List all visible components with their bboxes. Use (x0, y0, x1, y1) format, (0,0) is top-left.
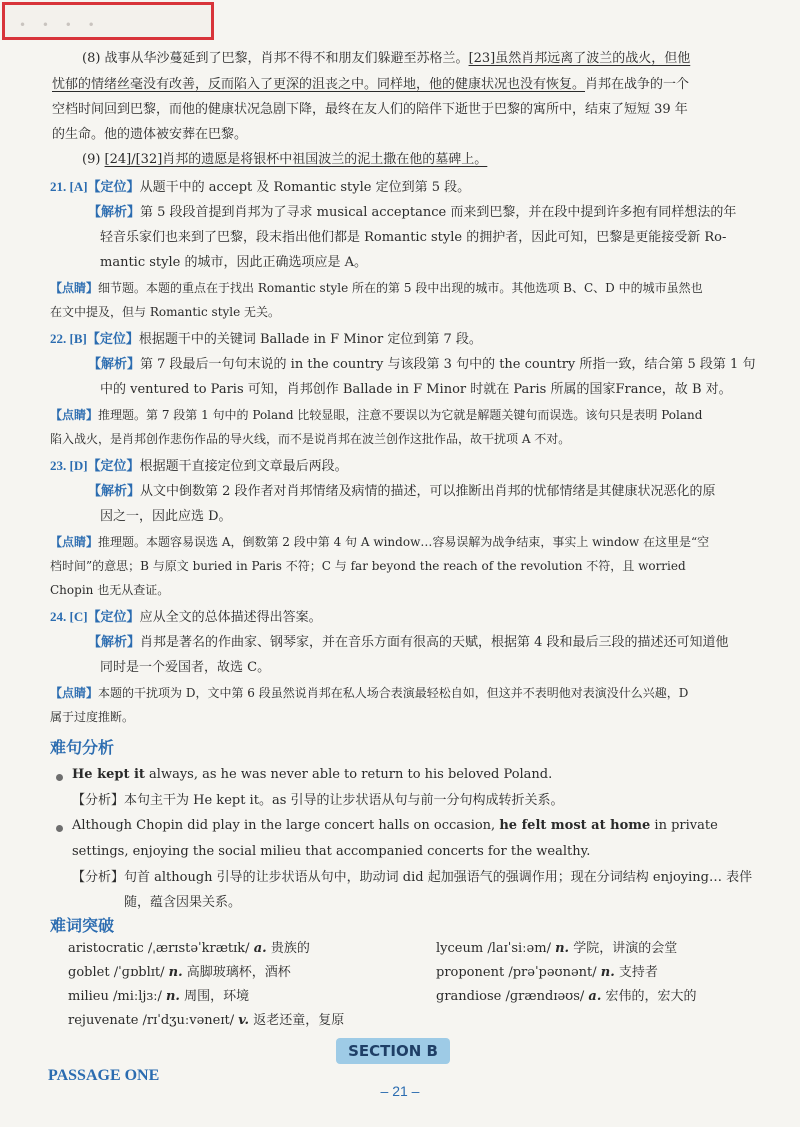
q21-locate: 21. [A]【定位】从题干中的 accept 及 Romantic style 定位到第 5 段。 (50, 179, 471, 195)
paragraph-8-line-4: 的生命。他的遗体被安葬在巴黎。 (52, 127, 248, 142)
vocab-lyceum: lyceum /laɪˈsiːəm/ n. 学院，讲演的会堂 (436, 941, 678, 956)
q22-locate: 22. [B]【定位】根据题干中的关键词 Ballade in F Minor 定位到第 7 段。 (50, 331, 482, 347)
difficult-sentence-1: He kept it always, as he was never able to return to his beloved Poland. (72, 767, 553, 782)
q21-analysis-line-3: mantic style 的城市，因此正确选项应是 A。 (100, 255, 367, 270)
paragraph-8-line-1: (8) 战事从华沙蔓延到了巴黎，肖邦不得不和朋友们躲避至苏格兰。[23]虽然肖邦远离了波兰的战火，但他 (82, 51, 691, 66)
difficult-sentence-2-analysis-line-2: 随，蕴含因果关系。 (124, 895, 242, 910)
vocab-goblet: goblet /ˈɡɒblɪt/ n. 高脚玻璃杯，酒杯 (68, 965, 291, 980)
q24-analysis-line-1: 【解析】肖邦是著名的作曲家、钢琴家，并在音乐方面有很高的天赋，根据第 4 段和最后三段的描述还可知道他 (88, 635, 729, 650)
difficult-sentence-2-analysis-line-1: 【分析】句首 although 引导的让步状语从句中，助动词 did 起加强语气的强调作用；现在分词结构 enjoying… 表伴 (72, 870, 753, 885)
q22-tip-line-2: 陷入战火，是肖邦创作悲伤作品的导火线，而不是说肖邦在波兰创作这批作品，故干扰项 A 不对。 (50, 432, 571, 446)
q24-tip-line-1: 【点睛】本题的干扰项为 D，文中第 6 段虽然说肖邦在私人场合表演最轻松自如，但这并不表明他对表演没什么兴趣，D (50, 686, 689, 700)
page-number: – 21 – (380, 1083, 420, 1099)
q24-locate: 24. [C]【定位】应从全文的总体描述得出答案。 (50, 609, 322, 625)
q23-analysis-line-2: 因之一，因此应选 D。 (100, 509, 232, 524)
paragraph-9: (9) [24]/[32]肖邦的遗愿是将银杯中祖国波兰的泥土撒在他的墓碑上。 (82, 152, 488, 167)
redacted-header-box (2, 2, 214, 40)
redacted-header-text: • • • • (19, 18, 101, 32)
bullet-icon (56, 825, 63, 832)
bullet-icon (56, 774, 63, 781)
difficult-sentence-1-analysis: 【分析】本句主干为 He kept it。as 引导的让步状语从句与前一分句构成转折关系。 (72, 793, 564, 808)
difficult-sentence-2-line-2: settings, enjoying the social milieu that accompanied concerts for the wealthy. (72, 844, 591, 859)
passage-one-heading: PASSAGE ONE (48, 1067, 160, 1084)
q22-tip-line-1: 【点睛】推理题。第 7 段第 1 句中的 Poland 比较显眼，注意不要误以为它就是解题关键句而误选。该句只是表明 Poland (50, 408, 703, 422)
q21-tip-line-2: 在文中提及，但与 Romantic style 无关。 (50, 305, 281, 319)
vocab-aristocratic: aristocratic /ˌærɪstəˈkrætɪk/ a. 贵族的 (68, 941, 310, 956)
q21-analysis-line-1: 【解析】第 5 段段首提到肖邦为了寻求 musical acceptance 而来到巴黎，并在段中提到许多抱有同样想法的年 (88, 205, 737, 220)
vocab-milieu: milieu /miːljɜː/ n. 周围，环境 (68, 989, 250, 1004)
q21-analysis-line-2: 轻音乐家们也来到了巴黎，段末指出他们都是 Romantic style 的拥护者，因此可知，巴黎是更能接受新 Ro- (100, 230, 727, 245)
difficult-sentences-heading: 难句分析 (50, 738, 115, 757)
difficult-words-heading: 难词突破 (50, 916, 115, 935)
vocab-rejuvenate: rejuvenate /rɪˈdʒuːvəneɪt/ v. 返老还童，复原 (68, 1013, 345, 1028)
q23-tip-line-1: 【点睛】推理题。本题容易误选 A，倒数第 2 段中第 4 句 A window…容易误解为战争结束，事实上 window 在这里是“空 (50, 535, 710, 549)
q22-analysis-line-2: 中的 ventured to Paris 可知，肖邦创作 Ballade in F Minor 时就在 Paris 所属的国家France，故 B 对。 (100, 382, 732, 397)
q23-tip-line-3: Chopin 也无从查证。 (50, 583, 170, 597)
vocab-grandiose: grandiose /ɡrændɪəʊs/ a. 宏伟的，宏大的 (436, 989, 697, 1004)
difficult-sentence-2-line-1: Although Chopin did play in the large concert halls on occasion, he felt most at home in private (72, 818, 718, 833)
q24-tip-line-2: 属于过度推断。 (50, 710, 135, 724)
q23-tip-line-2: 档时间”的意思；B 与原文 buried in Paris 不符；C 与 far beyond the reach of the revolution 不符，且 worried (50, 559, 686, 573)
vocab-proponent: proponent /prəˈpəʊnənt/ n. 支持者 (436, 965, 658, 980)
q23-locate: 23. [D]【定位】根据题干直接定位到文章最后两段。 (50, 458, 348, 474)
q22-analysis-line-1: 【解析】第 7 段最后一句句末说的 in the country 与该段第 3 句中的 the country 所指一致，结合第 5 段第 1 句 (88, 357, 756, 372)
paragraph-8-line-3: 空档时间回到巴黎，而他的健康状况急剧下降，最终在友人们的陪伴下逝世于巴黎的寓所中，结束了短短 39 年 (52, 102, 688, 117)
q23-analysis-line-1: 【解析】从文中倒数第 2 段作者对肖邦情绪及病情的描述，可以推断出肖邦的忧郁情绪是其健康状况恶化的原 (88, 484, 716, 499)
paragraph-8-line-2: 忧郁的情绪丝毫没有改善，反而陷入了更深的沮丧之中。同样地，他的健康状况也没有恢复。肖邦在战争的一个 (52, 77, 690, 92)
q24-analysis-line-2: 同时是一个爱国者，故选 C。 (100, 660, 271, 675)
q21-tip-line-1: 【点睛】细节题。本题的重点在于找出 Romantic style 所在的第 5 段中出现的城市。其他选项 B、C、D 中的城市虽然也 (50, 281, 703, 295)
section-b-label: SECTION B (336, 1038, 450, 1064)
